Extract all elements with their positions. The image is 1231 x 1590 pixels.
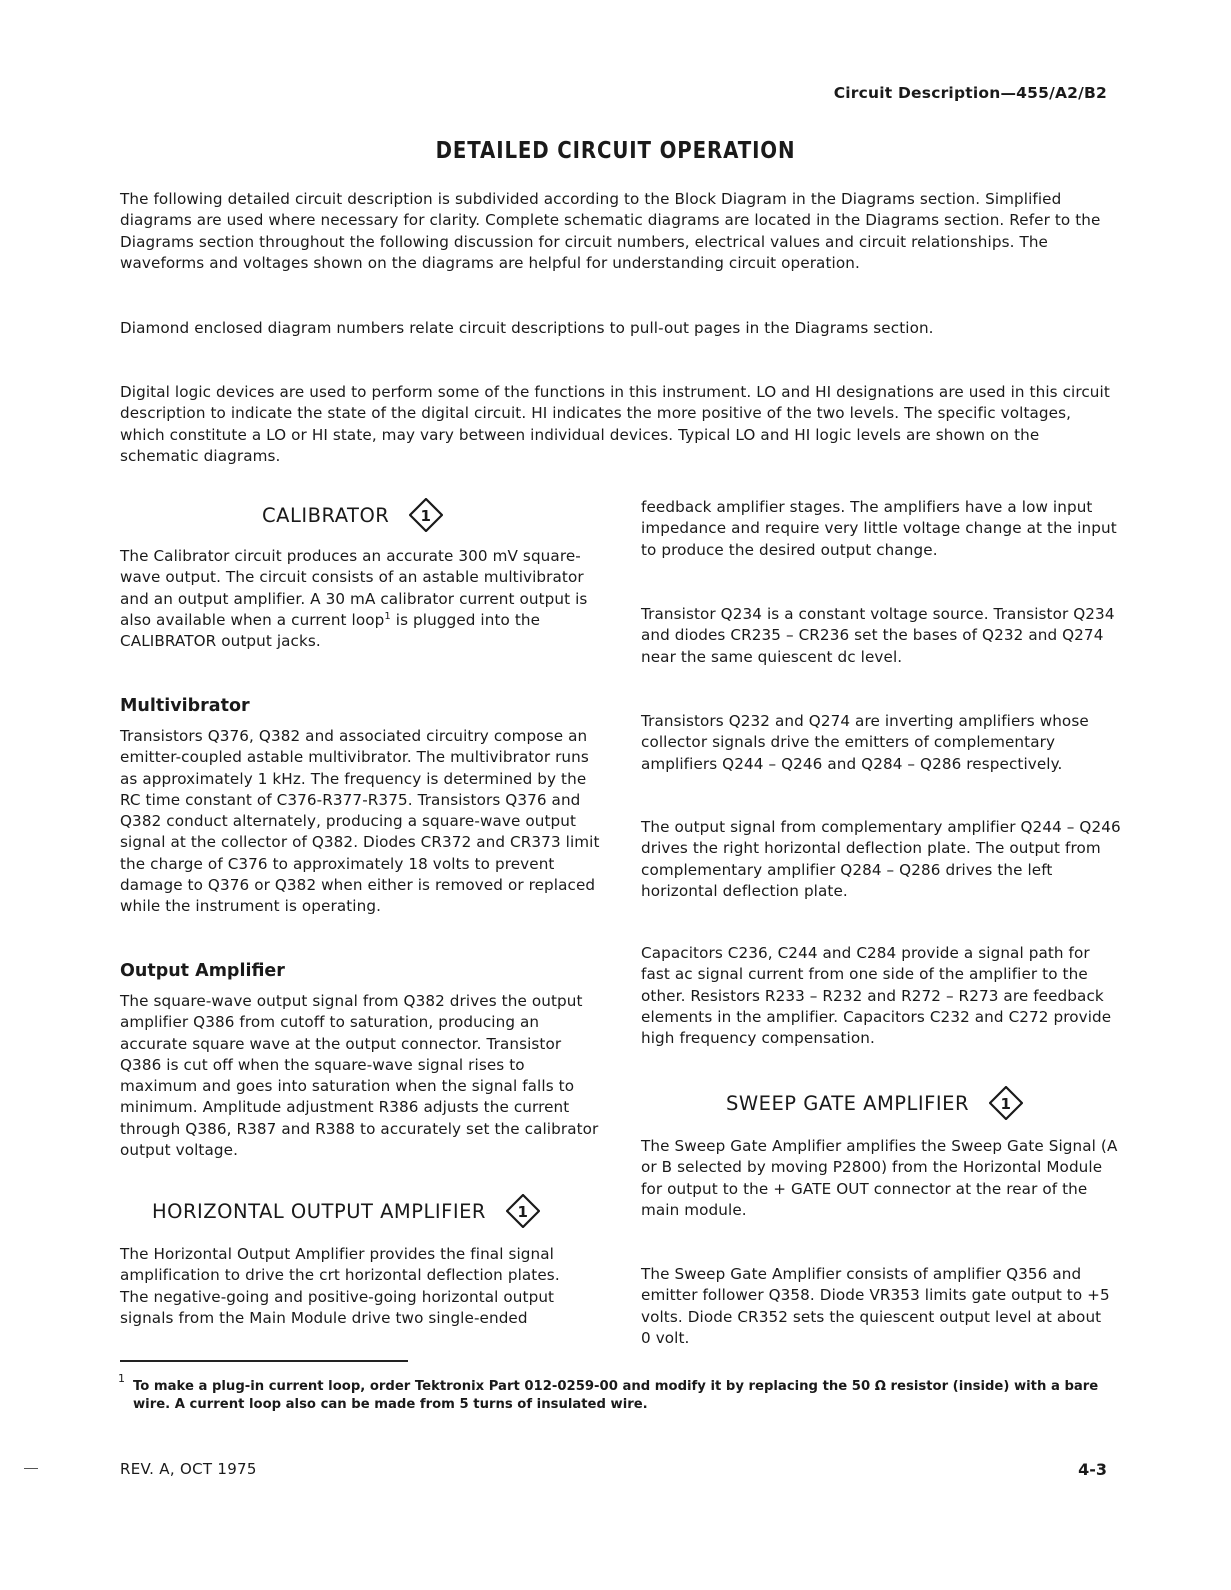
sweep-gate-amplifier-heading	[726, 1086, 1023, 1120]
diagram-number-diamond-icon	[989, 1086, 1023, 1120]
diagram-number-diamond-icon	[409, 498, 443, 532]
diagram-number: 1	[420, 507, 432, 525]
horizontal-paragraph: Transistor Q234 is a constant voltage source. Transistor Q234 and diodes CR235 – CR236 set the bases of Q232 and Q274 near the same quiescent dc level.	[641, 605, 1115, 666]
output-amplifier-heading: Output Amplifier	[120, 961, 285, 981]
horizontal-paragraph: The output signal from complementary amplifier Q244 – Q246 drives the right horizontal deflection plate. The output from complementary amplifier Q284 – Q286 drives the left horizontal deflection plate.	[641, 818, 1121, 900]
intro-paragraph: Diamond enclosed diagram numbers relate circuit descriptions to pull-out pages in the Diagrams section.	[120, 319, 934, 337]
output-amplifier-paragraph: The square-wave output signal from Q382 drives the output amplifier Q386 from cutoff to saturation, producing an accurate square wave at the output connector. Transistor Q386 is cut off when the square-wave signal rises to maximum and goes into saturation when the signal falls to minimum. Amplitude adjustment R386 adjusts the current through Q386, R387 and R388 to accurately set the calibrator output voltage.	[120, 992, 599, 1160]
diagram-number-diamond-icon	[506, 1194, 540, 1228]
footnote-text: To make a plug-in current loop, order Tektronix Part 012-0259-00 and modify it by replacing the 50 Ω resistor (inside) with a bare wire. A current loop also can be made from 5 turns of insulated wire.	[133, 1379, 1099, 1412]
sweep-gate-heading-text: SWEEP GATE AMPLIFIER	[726, 1091, 970, 1115]
horizontal-paragraph: Transistors Q232 and Q274 are inverting amplifiers whose collector signals drive the emitters of complementary amplifiers Q244 – Q246 and Q284 – Q286 respectively.	[641, 712, 1089, 773]
revision-date: REV. A, OCT 1975	[120, 1460, 257, 1478]
sweep-gate-paragraph: The Sweep Gate Amplifier amplifies the Sweep Gate Signal (A or B selected by moving P2800) from the Horizontal Module for output to the + GATE OUT connector at the rear of the main module.	[641, 1137, 1118, 1219]
margin-mark	[24, 1468, 38, 1469]
section-reference: Circuit Description—455/A2/B2	[833, 84, 1107, 102]
page-title: DETAILED CIRCUIT OPERATION	[435, 138, 796, 164]
calibrator-paragraph: The Calibrator circuit produces an accurate 300 mV square-wave output. The circuit consists of an astable multivibrator and an output amplifier. A 30 mA calibrator current output is also available when a current loop$^1$ is plugged into the CALIBRATOR output jacks.	[120, 547, 588, 651]
footnote-divider	[120, 1360, 408, 1362]
footnote-number: 1	[118, 1372, 125, 1385]
footnote-reference: 1	[384, 610, 391, 622]
calibrator-heading-text: CALIBRATOR	[262, 503, 390, 527]
multivibrator-heading: Multivibrator	[120, 696, 250, 716]
diagram-number: 1	[517, 1203, 529, 1221]
horizontal-paragraph: The Horizontal Output Amplifier provides the final signal amplification to drive the crt horizontal deflection plates. The negative-going and positive-going horizontal output signals from the Main Module drive two single-ended	[120, 1245, 560, 1327]
diagram-number: 1	[1000, 1095, 1012, 1113]
intro-paragraph: Digital logic devices are used to perform some of the functions in this instrument. LO and HI designations are used in this circuit description to indicate the state of the digital circuit. HI indicates the more positive of the two levels. The specific voltages, which constitute a LO or HI state, may vary between individual devices. Typical LO and HI logic levels are shown on the schematic diagrams.	[120, 383, 1110, 465]
horizontal-output-amplifier-heading	[152, 1194, 540, 1228]
horizontal-paragraph: Capacitors C236, C244 and C284 provide a signal path for fast ac signal current from one side of the amplifier to the other. Resistors R233 – R232 and R272 – R273 are feedback elements in the amplifier. Capacitors C232 and C272 provide high frequency compensation.	[641, 944, 1112, 1048]
multivibrator-paragraph: Transistors Q376, Q382 and associated circuitry compose an emitter-coupled astable multivibrator. The multivibrator runs as approximately 1 kHz. The frequency is determined by the RC time constant of C376-R377-R375. Transistors Q376 and Q382 conduct alternately, producing a square-wave output signal at the collector of Q382. Diodes CR372 and CR373 limit the charge of C376 to approximately 18 volts to prevent damage to Q376 or Q382 when either is removed or replaced while the instrument is operating.	[120, 727, 600, 916]
horizontal-heading-text: HORIZONTAL OUTPUT AMPLIFIER	[152, 1199, 486, 1223]
calibrator-heading	[262, 498, 443, 532]
page-number: 4-3	[1078, 1460, 1107, 1479]
horizontal-paragraph: feedback amplifier stages. The amplifiers have a low input impedance and require very little voltage change at the input to produce the desired output change.	[641, 498, 1117, 559]
intro-paragraph: The following detailed circuit description is subdivided according to the Block Diagram in the Diagrams section. Simplified diagrams are used where necessary for clarity. Complete schematic diagrams are located in the Diagrams section. Refer to the Diagrams section throughout the following discussion for circuit numbers, electrical values and circuit relationships. The waveforms and voltages shown on the diagrams are helpful for understanding circuit operation.	[120, 190, 1101, 272]
sweep-gate-paragraph: The Sweep Gate Amplifier consists of amplifier Q356 and emitter follower Q358. Diode VR353 limits gate output to +5 volts. Diode CR352 sets the quiescent output level at about 0 volt.	[641, 1265, 1110, 1347]
